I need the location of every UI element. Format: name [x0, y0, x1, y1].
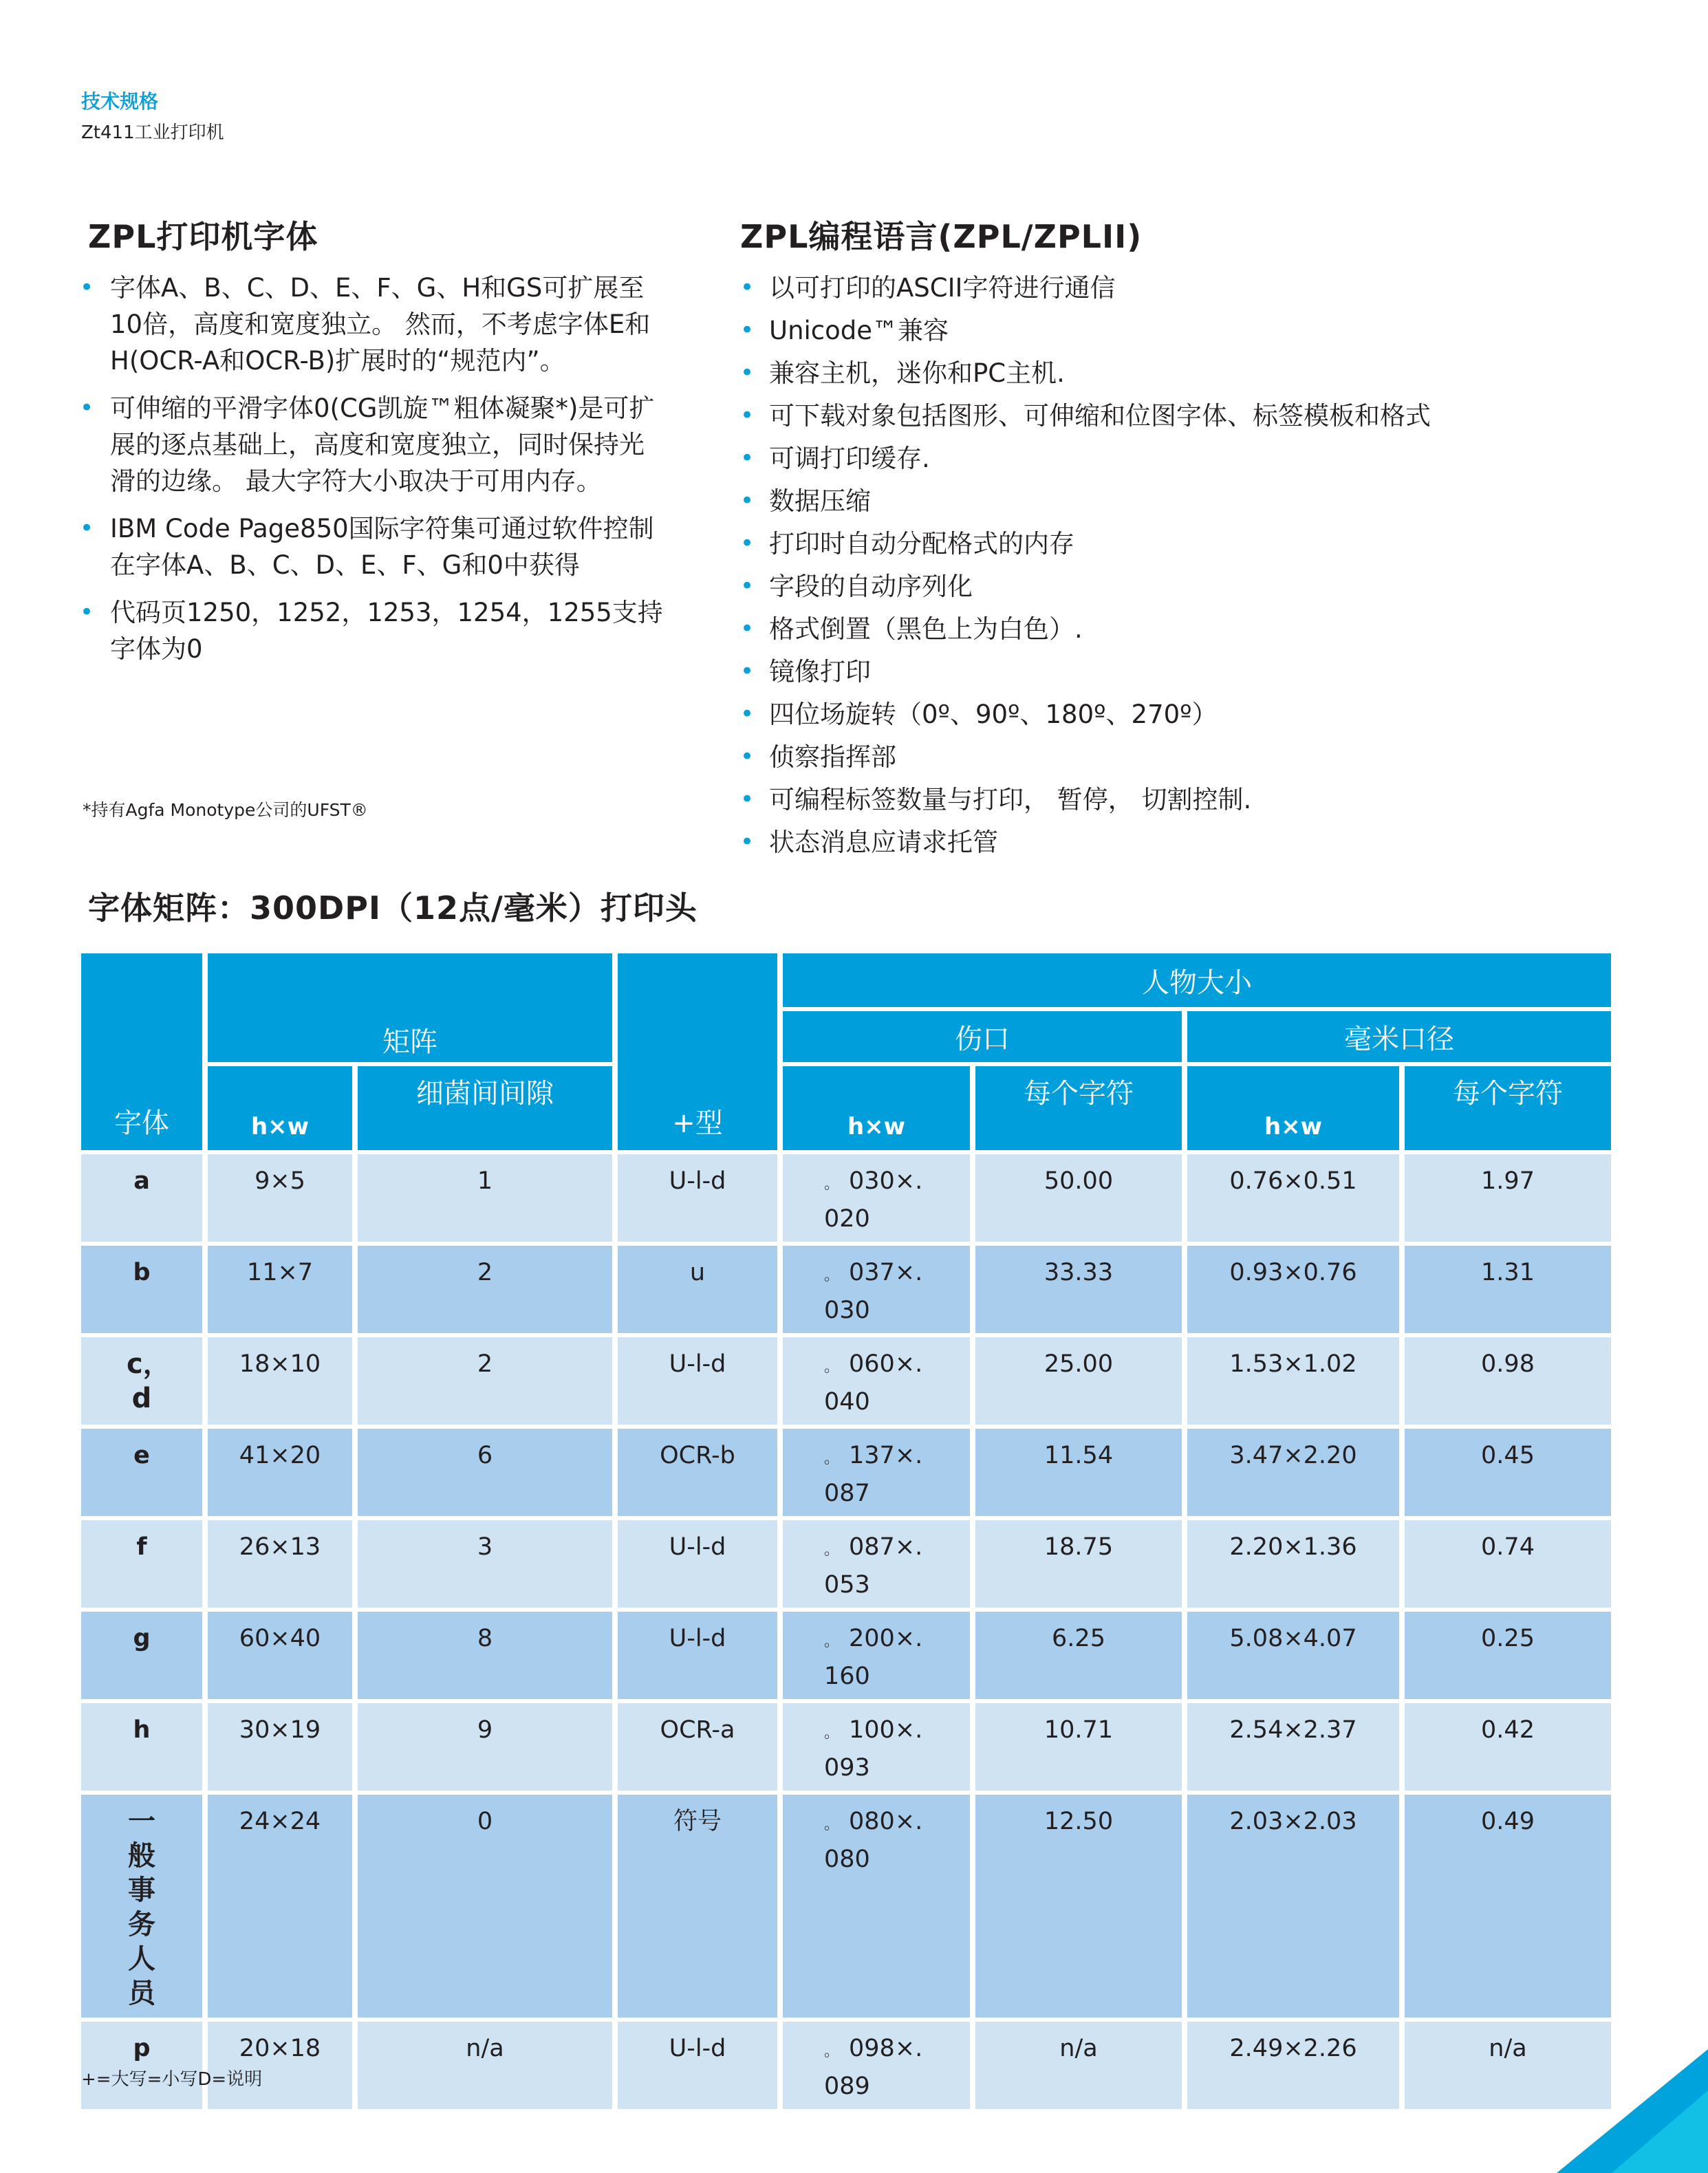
cell-gap: 8 — [358, 1612, 612, 1699]
cell-type: U-l-d — [618, 2022, 777, 2109]
cell-type: U-l-d — [618, 1337, 777, 1425]
cell-inch-per-char: 33.33 — [975, 1246, 1182, 1333]
cell-matrix-hw: 30×19 — [208, 1703, 352, 1791]
cell-mm-hw: 2.54×2.37 — [1187, 1703, 1399, 1791]
zpl-language-list — [740, 270, 1566, 861]
zpl-language-title: ZPL编程语言(ZPL/ZPLII) — [740, 218, 1143, 255]
list-item: • 可伸缩的平滑字体0(CG凯旋™粗体凝聚*)是可扩展的逐点基础上，高度和宽度独立，同时保持光滑的边缘。 最大字符大小取决于可用内存。 — [88, 390, 666, 499]
cell-inch-per-char: 50.00 — [975, 1154, 1182, 1242]
cell-inch-hw: 。 098×. 089 — [783, 2022, 970, 2109]
list-item: • 字段的自动序列化 — [740, 568, 1566, 605]
col-header-type: +型 — [618, 953, 777, 1150]
cell-mm-per-char: 0.45 — [1405, 1429, 1611, 1516]
cell-inch-per-char: 18.75 — [975, 1520, 1182, 1608]
cell-font: c，d — [81, 1337, 202, 1425]
cell-font: p — [81, 2022, 202, 2109]
list-item: • 打印时自动分配格式的内存 — [740, 526, 1566, 562]
zpl-fonts-title: ZPL打印机字体 — [88, 218, 318, 255]
cell-mm-per-char: 0.42 — [1405, 1703, 1611, 1791]
zpl-fonts-list — [88, 270, 666, 667]
col-header-matrix: 矩阵 — [208, 953, 612, 1062]
cell-matrix-hw: 26×13 — [208, 1520, 352, 1608]
cell-inch-hw: 。 030×. 020 — [783, 1154, 970, 1242]
cell-inch-per-char: 6.25 — [975, 1612, 1182, 1699]
corner-decoration — [1474, 2049, 1708, 2173]
cell-font: a — [81, 1154, 202, 1242]
cell-mm-hw: 5.08×4.07 — [1187, 1612, 1399, 1699]
cell-matrix-hw: 18×10 — [208, 1337, 352, 1425]
col-header-char-size: 人物大小 — [783, 953, 1611, 1007]
cell-mm-hw: 2.20×1.36 — [1187, 1520, 1399, 1608]
list-item: • 代码页1250，1252，1253，1254，1255支持字体为0 — [88, 594, 666, 667]
list-item: • 格式倒置（黑色上为白色）. — [740, 611, 1566, 647]
cell-gap: 3 — [358, 1520, 612, 1608]
col-header-inch-per-char: 每个字符 — [975, 1066, 1182, 1150]
cell-type: u — [618, 1246, 777, 1333]
cell-gap: n/a — [358, 2022, 612, 2109]
cell-mm-hw: 3.47×2.20 — [1187, 1429, 1399, 1516]
list-item: • 数据压缩 — [740, 483, 1566, 519]
cell-font: e — [81, 1429, 202, 1516]
cell-gap: 1 — [358, 1154, 612, 1242]
cell-type: U-l-d — [618, 1154, 777, 1242]
cell-inch-hw: 。 080×. 080 — [783, 1795, 970, 2018]
list-item: • 兼容主机，迷你和PC主机. — [740, 355, 1566, 391]
cell-gap: 2 — [358, 1246, 612, 1333]
cell-type: 符号 — [618, 1795, 777, 2018]
cell-inch-per-char: 12.50 — [975, 1795, 1182, 2018]
cell-gap: 6 — [358, 1429, 612, 1516]
cell-matrix-hw: 41×20 — [208, 1429, 352, 1516]
col-header-mm-per-char: 每个字符 — [1405, 1066, 1611, 1150]
doc-product-name: Zt411工业打印机 — [81, 122, 224, 143]
table-row — [81, 1154, 1611, 1242]
list-item: • 可调打印缓存. — [740, 440, 1566, 477]
col-header-inch-hw: h×w — [783, 1066, 970, 1150]
col-header-gap: 细菌间间隙 — [358, 1066, 612, 1150]
zpl-language-section — [740, 212, 1566, 867]
cell-matrix-hw: 20×18 — [208, 2022, 352, 2109]
cell-mm-per-char: 0.49 — [1405, 1795, 1611, 2018]
cell-font: 一般事务人员 — [81, 1795, 202, 2018]
cell-mm-per-char: 0.98 — [1405, 1337, 1611, 1425]
table-row — [81, 1429, 1611, 1516]
cell-inch-per-char: 10.71 — [975, 1703, 1182, 1791]
cell-gap: 0 — [358, 1795, 612, 2018]
cell-matrix-hw: 11×7 — [208, 1246, 352, 1333]
table-row — [81, 1703, 1611, 1791]
cell-type: OCR-a — [618, 1703, 777, 1791]
cell-mm-hw: 0.76×0.51 — [1187, 1154, 1399, 1242]
cell-mm-per-char: 0.74 — [1405, 1520, 1611, 1608]
table-row — [81, 1612, 1611, 1699]
cell-mm-hw: 2.03×2.03 — [1187, 1795, 1399, 2018]
col-header-mm-hw: h×w — [1187, 1066, 1399, 1150]
col-header-font: 字体 — [81, 953, 202, 1150]
cell-mm-per-char: 1.97 — [1405, 1154, 1611, 1242]
cell-gap: 9 — [358, 1703, 612, 1791]
cell-inch-hw: 。 200×. 160 — [783, 1612, 970, 1699]
cell-mm-per-char: 1.31 — [1405, 1246, 1611, 1333]
list-item: • 状态消息应请求托管 — [740, 824, 1566, 861]
cell-matrix-hw: 24×24 — [208, 1795, 352, 2018]
cell-inch-hw: 。 060×. 040 — [783, 1337, 970, 1425]
cell-mm-per-char: n/a — [1405, 2022, 1611, 2109]
cell-gap: 2 — [358, 1337, 612, 1425]
list-item: • 以可打印的ASCII字符进行通信 — [740, 270, 1566, 306]
col-header-mm: 毫米口径 — [1187, 1011, 1611, 1062]
font-matrix-title: 字体矩阵：300DPI（12点/毫米）打印头 — [88, 889, 698, 927]
list-item: • 镜像打印 — [740, 653, 1566, 690]
cell-inch-per-char: 11.54 — [975, 1429, 1182, 1516]
font-matrix-table — [76, 949, 1617, 2113]
table-row — [81, 1795, 1611, 2018]
list-item: • Unicode™兼容 — [740, 312, 1566, 349]
table-row — [81, 1337, 1611, 1425]
cell-inch-hw: 。 137×. 087 — [783, 1429, 970, 1516]
col-header-inch: 伤口 — [783, 1011, 1182, 1062]
list-item: • IBM Code Page850国际字符集可通过软件控制在字体A、B、C、D、E、F、G和0中获得 — [88, 510, 666, 583]
cell-inch-hw: 。 037×. 030 — [783, 1246, 970, 1333]
cell-matrix-hw: 60×40 — [208, 1612, 352, 1699]
cell-type: U-l-d — [618, 1520, 777, 1608]
list-item: • 四位场旋转（0º、90º、180º、270º） — [740, 696, 1566, 733]
fonts-footnote: *持有Agfa Monotype公司的UFST® — [83, 800, 368, 820]
cell-inch-per-char: 25.00 — [975, 1337, 1182, 1425]
zpl-fonts-section — [88, 212, 666, 678]
cell-mm-per-char: 0.25 — [1405, 1612, 1611, 1699]
table-row — [81, 1520, 1611, 1608]
cell-type: OCR-b — [618, 1429, 777, 1516]
cell-matrix-hw: 9×5 — [208, 1154, 352, 1242]
list-item: • 字体A、B、C、D、E、F、G、H和GS可扩展至10倍，高度和宽度独立。 然而，不考虑字体E和H(OCR-A和OCR-B)扩展时的“规范内”。 — [88, 270, 666, 379]
list-item: • 可下载对象包括图形、可伸缩和位图字体、标签模板和格式 — [740, 398, 1566, 434]
col-header-matrix-hw: h×w — [208, 1066, 352, 1150]
cell-mm-hw: 1.53×1.02 — [1187, 1337, 1399, 1425]
table-row — [81, 1246, 1611, 1333]
cell-font: h — [81, 1703, 202, 1791]
cell-inch-per-char: n/a — [975, 2022, 1182, 2109]
doc-section-title: 技术规格 — [81, 90, 159, 113]
cell-inch-hw: 。 100×. 093 — [783, 1703, 970, 1791]
table-row — [81, 2022, 1611, 2109]
cell-inch-hw: 。 087×. 053 — [783, 1520, 970, 1608]
list-item: • 侦察指挥部 — [740, 739, 1566, 775]
cell-type: U-l-d — [618, 1612, 777, 1699]
cell-font: f — [81, 1520, 202, 1608]
cell-mm-hw: 0.93×0.76 — [1187, 1246, 1399, 1333]
table-legend: +=大写=小写D=说明 — [81, 2069, 263, 2090]
cell-font: b — [81, 1246, 202, 1333]
cell-font: g — [81, 1612, 202, 1699]
list-item: • 可编程标签数量与打印， 暂停， 切割控制. — [740, 781, 1566, 818]
cell-mm-hw: 2.49×2.26 — [1187, 2022, 1399, 2109]
